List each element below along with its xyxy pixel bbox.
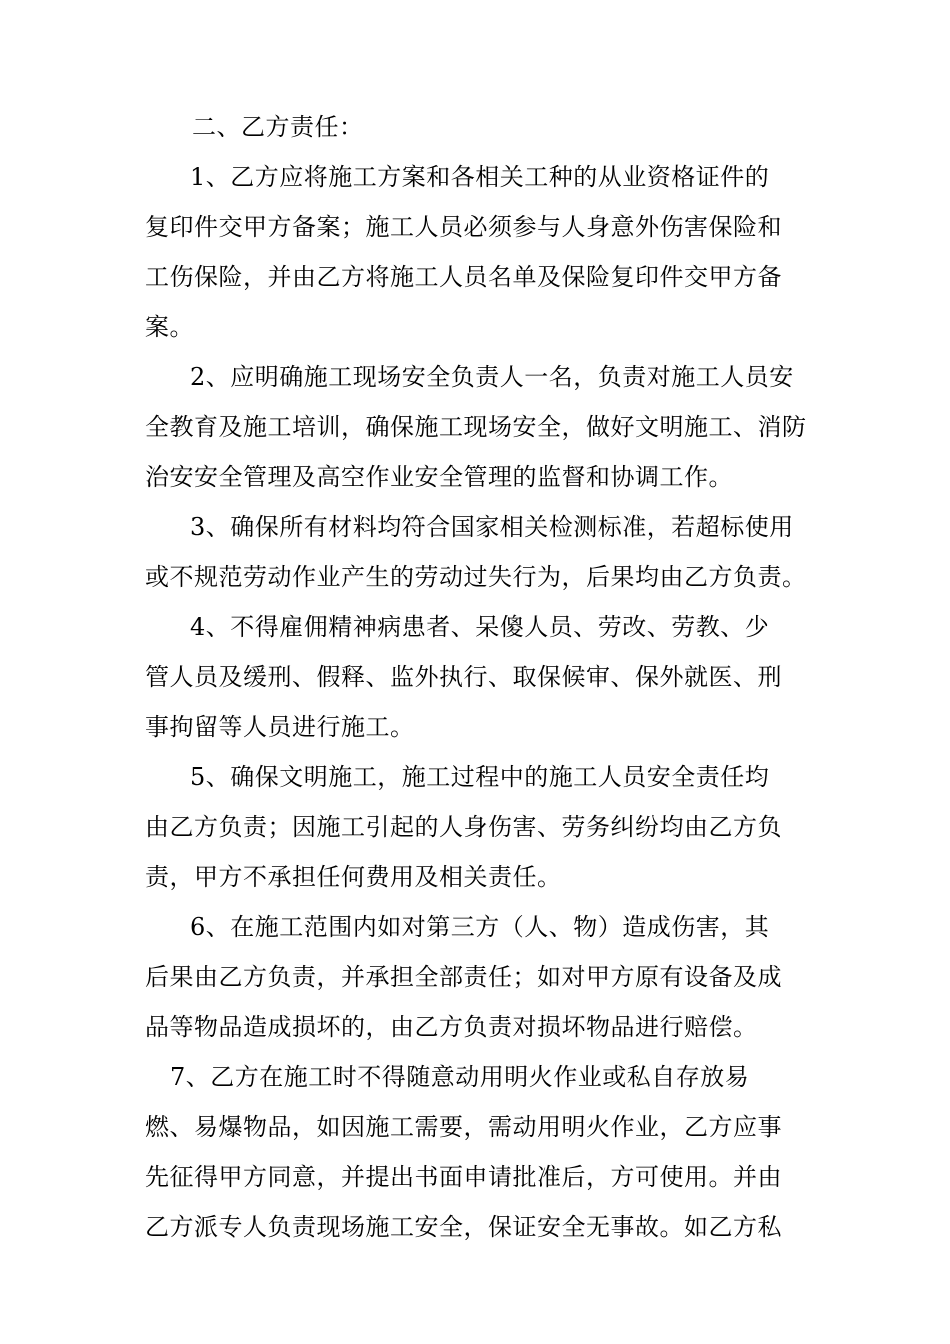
paragraph-line: 6、在施工范围内如对第三方（人、物）造成伤害，其 xyxy=(190,913,770,941)
paragraph-line: 5、确保文明施工，施工过程中的施工人员安全责任均 xyxy=(190,763,770,791)
paragraph-line: 全教育及施工培训，确保施工现场安全，做好文明施工、消防 xyxy=(145,413,807,441)
paragraph-line: 或不规范劳动作业产生的劳动过失行为，后果均由乙方负责。 xyxy=(145,563,807,591)
paragraph-line: 先征得甲方同意，并提出书面申请批准后，方可使用。并由 xyxy=(145,1163,782,1191)
paragraph-line: 3、确保所有材料均符合国家相关检测标准，若超标使用 xyxy=(190,513,794,541)
paragraph-line: 复印件交甲方备案；施工人员必须参与人身意外伤害保险和 xyxy=(145,213,782,241)
paragraph-line: 燃、易爆物品，如因施工需要，需动用明火作业，乙方应事 xyxy=(145,1113,782,1141)
paragraph-line: 4、不得雇佣精神病患者、呆傻人员、劳改、劳教、少 xyxy=(190,613,770,641)
section-heading: 二、乙方责任： xyxy=(192,113,364,141)
paragraph-line: 事拘留等人员进行施工。 xyxy=(145,713,415,741)
paragraph-line: 1、乙方应将施工方案和各相关工种的从业资格证件的 xyxy=(190,163,770,191)
paragraph-line: 后果由乙方负责，并承担全部责任；如对甲方原有设备及成 xyxy=(145,963,782,991)
paragraph-line: 品等物品造成损坏的，由乙方负责对损坏物品进行赔偿。 xyxy=(145,1013,758,1041)
paragraph-line: 责，甲方不承担任何费用及相关责任。 xyxy=(145,863,562,891)
paragraph-line: 治安安全管理及高空作业安全管理的监督和协调工作。 xyxy=(145,463,733,491)
paragraph-line: 管人员及缓刑、假释、监外执行、取保候审、保外就医、刑 xyxy=(145,663,782,691)
paragraph-line: 由乙方负责；因施工引起的人身伤害、劳务纠纷均由乙方负 xyxy=(145,813,782,841)
paragraph-line: 工伤保险，并由乙方将施工人员名单及保险复印件交甲方备 xyxy=(145,263,782,291)
paragraph-line: 7、乙方在施工时不得随意动用明火作业或私自存放易 xyxy=(170,1063,750,1091)
paragraph-line: 2、应明确施工现场安全负责人一名，负责对施工人员安 xyxy=(190,363,794,391)
paragraph-line: 乙方派专人负责现场施工安全，保证安全无事故。如乙方私 xyxy=(145,1213,782,1241)
paragraph-line: 案。 xyxy=(145,313,194,341)
